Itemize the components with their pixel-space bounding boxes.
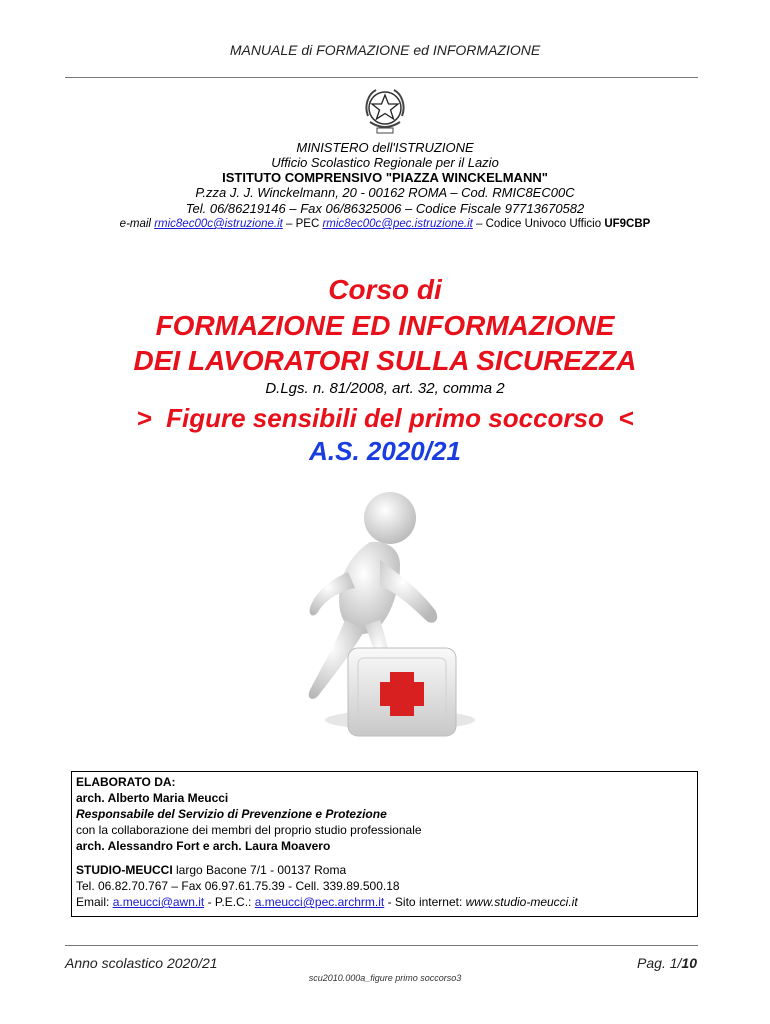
studio-name: STUDIO-MEUCCI [76, 863, 173, 877]
email-label: e-mail [119, 218, 155, 230]
ministry-name: MINISTERO dell'ISTRUZIONE [296, 140, 474, 155]
footer-school-year: Anno scolastico 2020/21 [65, 955, 218, 971]
studio-email-label: Email: [76, 895, 113, 909]
studio-contacts-line [76, 894, 693, 910]
office-code: UF9CBP [604, 218, 651, 230]
studio-pec-label: - P.E.C.: [204, 895, 255, 909]
credits-collaboration: con la collaborazione dei membri del proprio studio professionale [76, 823, 422, 837]
credits-author: arch. Alberto Maria Meucci [76, 791, 229, 805]
regional-office: Ufficio Scolastico Regionale per il Lazio [271, 155, 499, 170]
course-title-line3: DEI LAVORATORI SULLA SICUREZZA [133, 345, 637, 376]
school-address: P.zza J. J. Winckelmann, 20 - 00162 ROMA – Cod. RMIC8EC00C [195, 185, 575, 200]
studio-address: largo Bacone 7/1 - 00137 Roma [172, 863, 347, 877]
course-title-line1: Corso di [328, 274, 442, 305]
page-total: 10 [681, 955, 697, 971]
credits-role: Responsabile del Servizio di Prevenzione e Protezione [76, 807, 387, 821]
footer-rule [65, 945, 698, 946]
studio-phones: Tel. 06.82.70.767 – Fax 06.97.61.75.39 - Cell. 339.89.500.18 [76, 879, 400, 893]
document-header-title: MANUALE di FORMAZIONE ed INFORMAZIONE [229, 42, 541, 58]
school-year-title: A.S. 2020/21 [309, 436, 461, 466]
school-phones: Tel. 06/86219146 – Fax 06/86325006 – Codice Fiscale 97713670582 [185, 201, 585, 216]
studio-address-line [76, 862, 693, 878]
credits-collaborators: arch. Alessandro Fort e arch. Laura Moavero [76, 839, 331, 853]
page-label: Pag. 1/ [637, 955, 682, 971]
footer-filename: scu2010.000a_figure primo soccorso3 [308, 973, 462, 983]
law-reference: D.Lgs. n. 81/2008, art. 32, comma 2 [265, 380, 505, 397]
credits-box [71, 771, 698, 917]
header-rule [65, 77, 698, 78]
studio-site-label: - Sito internet: [384, 895, 466, 909]
course-title-line2: FORMAZIONE ED INFORMAZIONE [155, 310, 615, 341]
school-name: ISTITUTO COMPRENSIVO "PIAZZA WINCKELMANN" [222, 170, 548, 185]
italian-republic-emblem-icon [360, 82, 410, 140]
page-number [612, 955, 697, 971]
course-subtitle: > Figure sensibili del primo soccorso < [136, 403, 634, 433]
pec-label: – PEC [282, 218, 323, 230]
studio-pec-link[interactable]: a.meucci@pec.archrm.it [254, 895, 385, 909]
credits-heading: ELABORATO DA: [76, 775, 176, 789]
studio-email-link[interactable]: a.meucci@awn.it [112, 895, 205, 909]
first-aid-runner-illustration [240, 480, 480, 755]
studio-website[interactable]: www.studio-meucci.it [465, 895, 578, 909]
school-pec-link[interactable]: rmic8ec00c@pec.istruzione.it [322, 218, 473, 230]
school-contacts [0, 218, 770, 230]
school-email-link[interactable]: rmic8ec00c@istruzione.it [154, 218, 283, 230]
code-label: – Codice Univoco Ufficio [472, 218, 605, 230]
